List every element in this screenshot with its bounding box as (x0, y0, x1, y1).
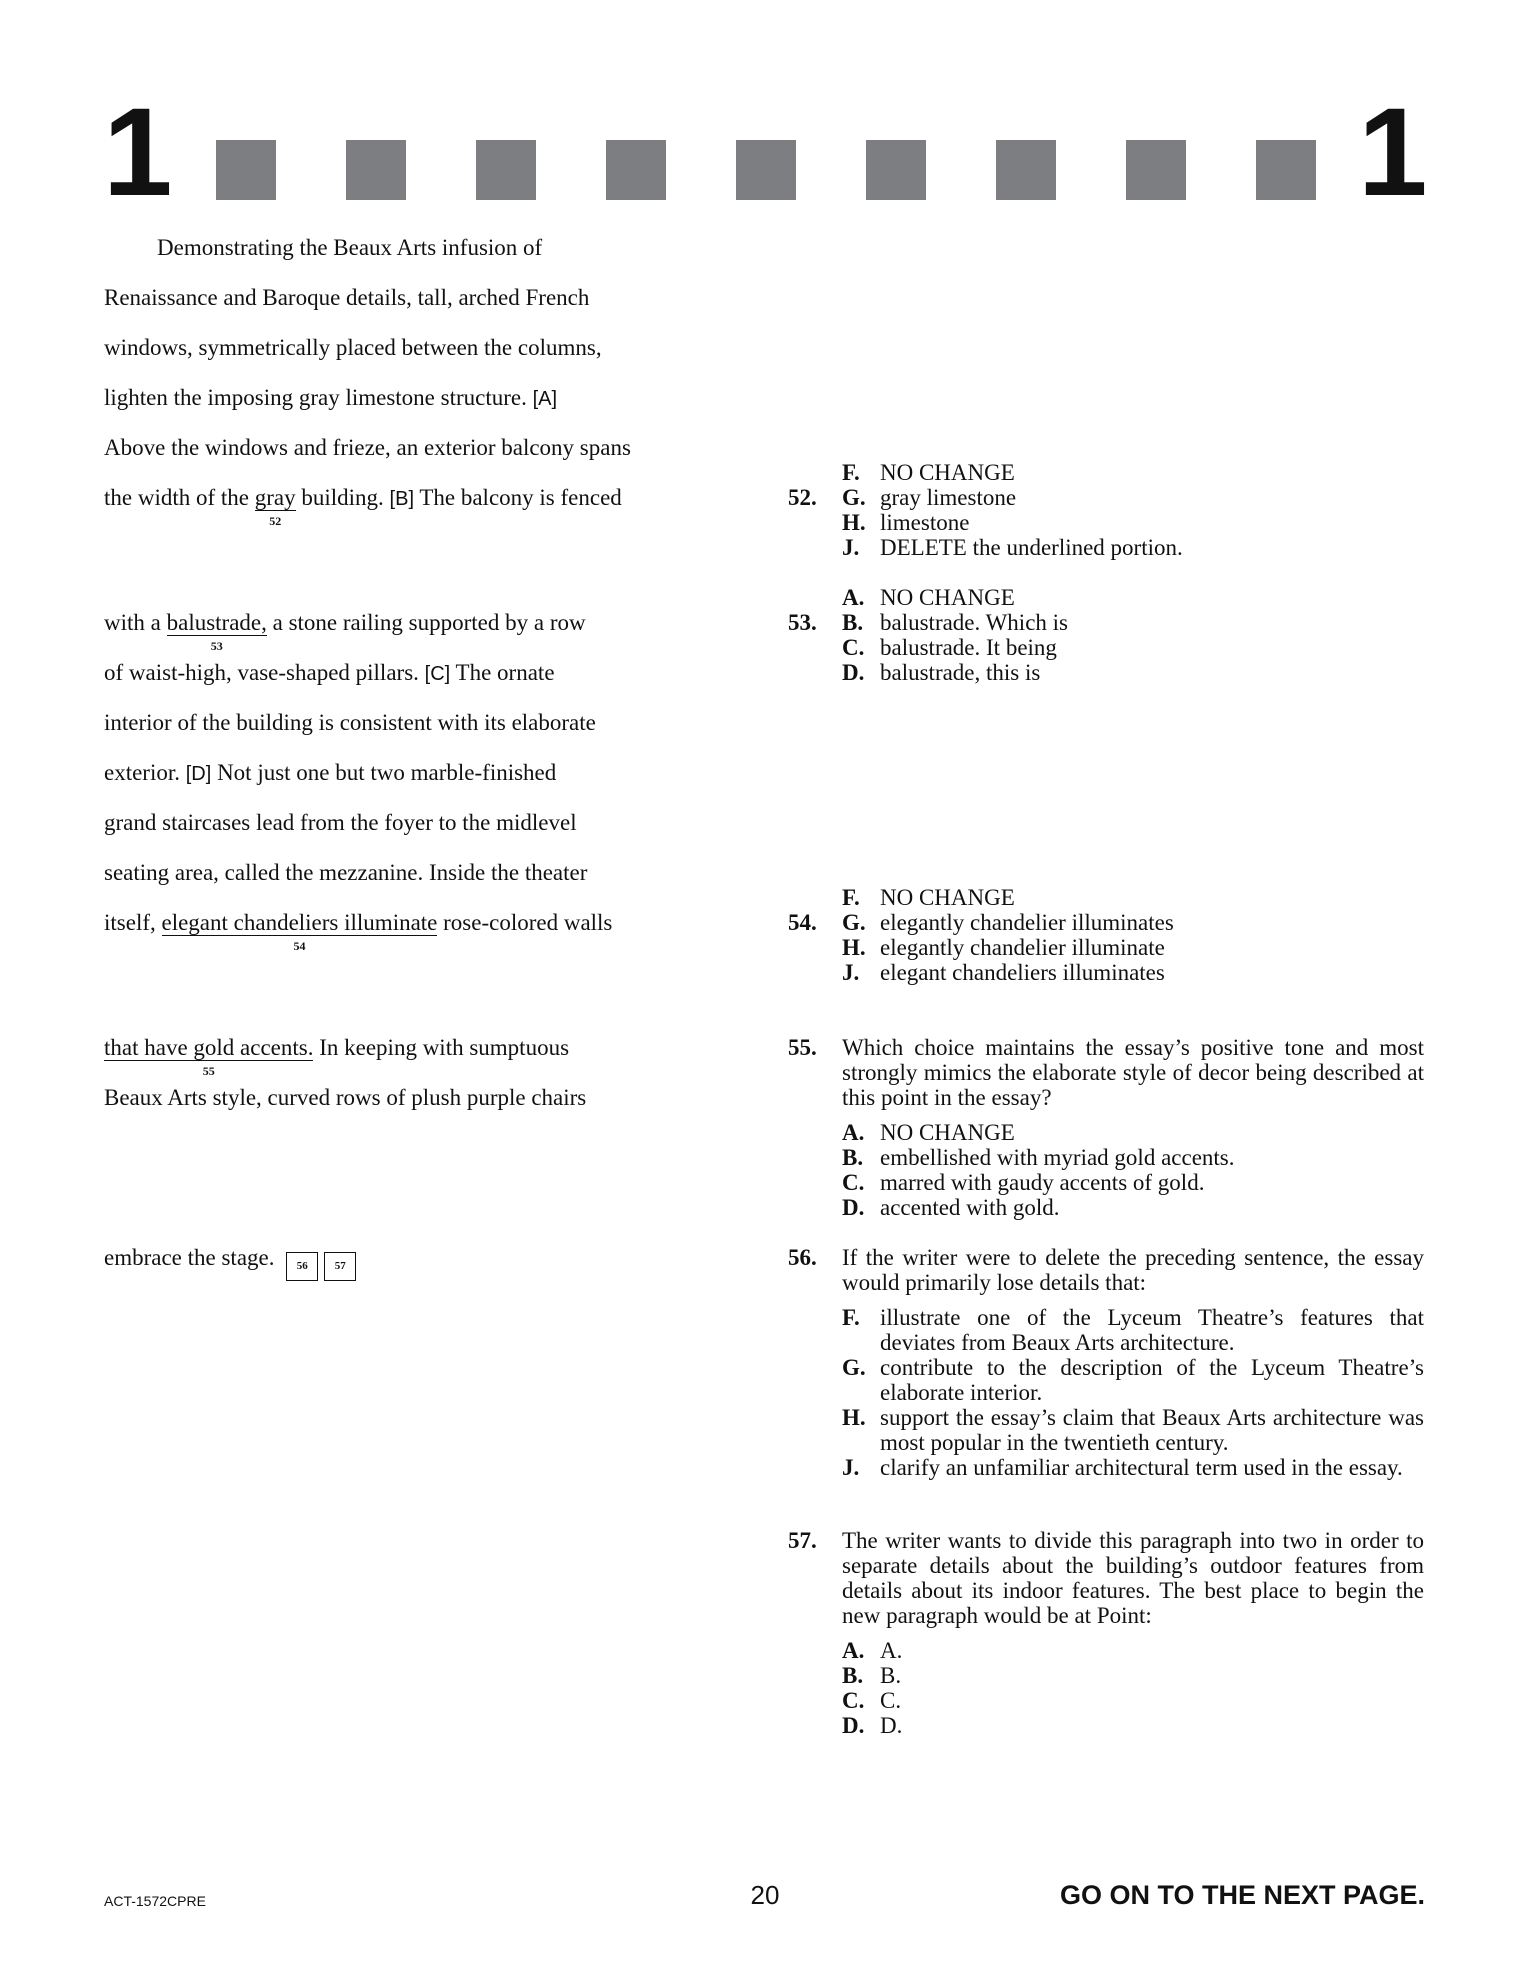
answer-option[interactable] (788, 610, 1424, 635)
answer-option[interactable] (788, 585, 1424, 610)
option-letter: D. (842, 660, 865, 685)
question-header (788, 1528, 1424, 1628)
option-letter: D. (842, 1713, 865, 1738)
point-marker-b: [B] (389, 488, 414, 510)
form-code: ACT-1572CPRE (104, 1893, 206, 1909)
passage-text: rose-colored walls (437, 910, 613, 935)
option-text: contribute to the description of the Lyceum Theatre’s elaborate interior. (880, 1355, 1424, 1405)
question-number: 54. (788, 910, 817, 935)
option-text: marred with gaudy accents of gold. (880, 1170, 1205, 1195)
passage-line: Beaux Arts style, curved rows of plush purple chairs (104, 1085, 587, 1110)
option-letter: H. (842, 935, 866, 960)
answer-option[interactable] (788, 660, 1424, 685)
answer-option[interactable] (788, 885, 1424, 910)
passage-line: Above the windows and frieze, an exterior balcony spans (104, 435, 631, 460)
underlined-text: balustrade, (166, 610, 267, 635)
passage-text: the width of the (104, 485, 255, 510)
passage-text: lighten the imposing gray limestone structure. (104, 385, 533, 410)
underlined-portion-53[interactable] (166, 610, 267, 653)
option-letter: B. (842, 610, 864, 635)
option-letter: F. (842, 885, 860, 910)
answer-option[interactable] (788, 1355, 1424, 1405)
answer-options (788, 1120, 1424, 1220)
answer-option[interactable] (788, 910, 1424, 935)
passage-text: exterior. (104, 760, 186, 785)
question-number: 57. (788, 1528, 817, 1553)
option-letter: B. (842, 1145, 864, 1170)
passage-line (104, 660, 555, 687)
option-letter: J. (842, 960, 860, 985)
answer-option[interactable] (788, 960, 1424, 985)
option-letter: H. (842, 510, 866, 535)
answer-options (788, 1638, 1424, 1738)
option-letter: A. (842, 1638, 865, 1663)
underlined-text: elegant chandeliers illuminate (161, 910, 438, 935)
answer-option[interactable] (788, 1305, 1424, 1355)
answer-option[interactable] (788, 485, 1424, 510)
underlined-portion-54[interactable] (161, 910, 438, 953)
header-square (1256, 140, 1316, 200)
answer-option[interactable] (788, 460, 1424, 485)
passage-line: interior of the building is consistent with its elaborate (104, 710, 596, 735)
header-square (1126, 140, 1186, 200)
question-ref-52: 52 (269, 514, 282, 528)
passage-line (104, 385, 557, 412)
option-text: gray limestone (880, 485, 1017, 510)
question-52 (788, 460, 1424, 560)
passage-text: Not just one but two marble-finished (211, 760, 557, 785)
option-letter: F. (842, 460, 860, 485)
answer-option[interactable] (788, 1455, 1424, 1480)
point-marker-a: [A] (532, 388, 558, 410)
question-number: 56. (788, 1245, 817, 1270)
answer-option[interactable] (788, 1713, 1424, 1738)
option-text: NO CHANGE (880, 460, 1015, 485)
header-square (996, 140, 1056, 200)
question-54 (788, 885, 1424, 985)
passage-line (104, 610, 586, 653)
option-text: B. (880, 1663, 902, 1688)
go-on-notice: GO ON TO THE NEXT PAGE. (1059, 1880, 1425, 1910)
option-text: NO CHANGE (880, 1120, 1015, 1145)
question-53 (788, 585, 1424, 685)
answer-option[interactable] (788, 635, 1424, 660)
option-text: D. (880, 1713, 903, 1738)
answer-option[interactable] (788, 1195, 1424, 1220)
answer-options (788, 585, 1424, 685)
answer-options (788, 460, 1424, 560)
passage-text: embrace the stage. (104, 1245, 275, 1270)
option-letter: D. (842, 1195, 865, 1220)
passage-line (104, 485, 622, 528)
option-text: C. (880, 1688, 902, 1713)
option-letter: J. (842, 535, 860, 560)
header-square (476, 140, 536, 200)
answer-options (788, 885, 1424, 985)
underlined-portion-52[interactable] (254, 485, 296, 528)
passage-text: of waist-high, vase-shaped pillars. (104, 660, 425, 685)
option-text: accented with gold. (880, 1195, 1060, 1220)
passage-line: grand staircases lead from the foyer to the midlevel (104, 810, 577, 835)
passage-line (104, 760, 556, 787)
option-text: embellished with myriad gold accents. (880, 1145, 1235, 1170)
header-square (606, 140, 666, 200)
option-letter: A. (842, 585, 865, 610)
question-55 (788, 1035, 1424, 1220)
question-box-56[interactable]: 56 (286, 1252, 318, 1281)
passage-line (104, 1035, 570, 1078)
section-number-left: 1 (103, 83, 173, 222)
underlined-text: gray (254, 485, 296, 510)
option-text: balustrade. It being (880, 635, 1057, 660)
question-number: 53. (788, 610, 817, 635)
point-marker-d: [D] (185, 763, 212, 785)
option-letter: G. (842, 910, 866, 935)
option-text: balustrade, this is (880, 660, 1041, 685)
passage-text: The ornate (450, 660, 555, 685)
answer-option[interactable] (788, 1145, 1424, 1170)
option-text: limestone (880, 510, 970, 535)
option-text: A. (880, 1638, 903, 1663)
passage-line (104, 910, 613, 953)
header-square (346, 140, 406, 200)
answer-option[interactable] (788, 1638, 1424, 1663)
answer-option[interactable] (788, 935, 1424, 960)
question-ref-54: 54 (293, 939, 306, 953)
question-ref-55: 55 (202, 1064, 215, 1078)
answer-option[interactable] (788, 1405, 1424, 1455)
option-text: illustrate one of the Lyceum Theatre’s features that deviates from Beaux Arts architecture. (880, 1305, 1424, 1355)
question-box-57[interactable]: 57 (324, 1252, 356, 1281)
section-number-right: 1 (1358, 83, 1428, 222)
question-56 (788, 1245, 1424, 1480)
option-letter: B. (842, 1663, 864, 1688)
question-header (788, 1245, 1424, 1295)
header-square (216, 140, 276, 200)
option-text: elegantly chandelier illuminates (880, 910, 1174, 935)
option-letter: A. (842, 1120, 865, 1145)
answer-option[interactable] (788, 1120, 1424, 1145)
option-letter: C. (842, 635, 865, 660)
passage-line (104, 1245, 356, 1281)
question-number: 55. (788, 1035, 817, 1060)
option-text: elegant chandeliers illuminates (880, 960, 1165, 985)
passage-line: seating area, called the mezzanine. Inside the theater (104, 860, 588, 885)
option-letter: C. (842, 1688, 865, 1713)
option-text: elegantly chandelier illuminate (880, 935, 1165, 960)
header-square (736, 140, 796, 200)
option-text: clarify an unfamiliar architectural term used in the essay. (880, 1455, 1403, 1480)
option-text: balustrade. Which is (880, 610, 1068, 635)
header-square (866, 140, 926, 200)
underlined-text: that have gold accents. (104, 1035, 314, 1060)
option-letter: G. (842, 1355, 866, 1380)
question-header (788, 1035, 1424, 1110)
passage-line: Renaissance and Baroque details, tall, arched French (104, 285, 590, 310)
passage-text: itself, (104, 910, 162, 935)
option-text: support the essay’s claim that Beaux Arts architecture was most popular in the twentieth century. (880, 1405, 1424, 1455)
point-marker-c: [C] (424, 663, 451, 685)
option-text: NO CHANGE (880, 885, 1015, 910)
option-text: NO CHANGE (880, 585, 1015, 610)
passage-text: a stone railing supported by a row (266, 610, 586, 635)
passage-line: windows, symmetrically placed between the columns, (104, 335, 602, 360)
option-letter: F. (842, 1305, 860, 1330)
passage-line: Demonstrating the Beaux Arts infusion of (157, 235, 543, 260)
question-ref-53: 53 (210, 639, 223, 653)
passage-text: with a (104, 610, 167, 635)
underlined-portion-55[interactable] (104, 1035, 314, 1078)
answer-option[interactable] (788, 1663, 1424, 1688)
question-57 (788, 1528, 1424, 1738)
answer-option[interactable] (788, 535, 1424, 560)
passage-text: building. (295, 485, 390, 510)
question-stem: If the writer were to delete the preceding sentence, the essay would primarily lose details that: (842, 1245, 1424, 1295)
option-letter: C. (842, 1170, 865, 1195)
page-number: 20 (750, 1880, 780, 1910)
answer-option[interactable] (788, 1688, 1424, 1713)
question-stem: Which choice maintains the essay’s positive tone and most strongly mimics the elaborate style of decor being described at this point in the essay? (842, 1035, 1424, 1110)
passage-text: The balcony is fenced (414, 485, 622, 510)
option-letter: H. (842, 1405, 866, 1430)
option-text: DELETE the underlined portion. (880, 535, 1183, 560)
answer-option[interactable] (788, 510, 1424, 535)
answer-option[interactable] (788, 1170, 1424, 1195)
option-letter: J. (842, 1455, 860, 1480)
question-number: 52. (788, 485, 817, 510)
answer-options (788, 1305, 1424, 1480)
question-stem: The writer wants to divide this paragraph into two in order to separate details about the building’s outdoor features from details about its indoor features. The best place to begin the new paragraph would be at Point: (842, 1528, 1424, 1628)
option-letter: G. (842, 485, 866, 510)
passage-text: In keeping with sumptuous (313, 1035, 570, 1060)
